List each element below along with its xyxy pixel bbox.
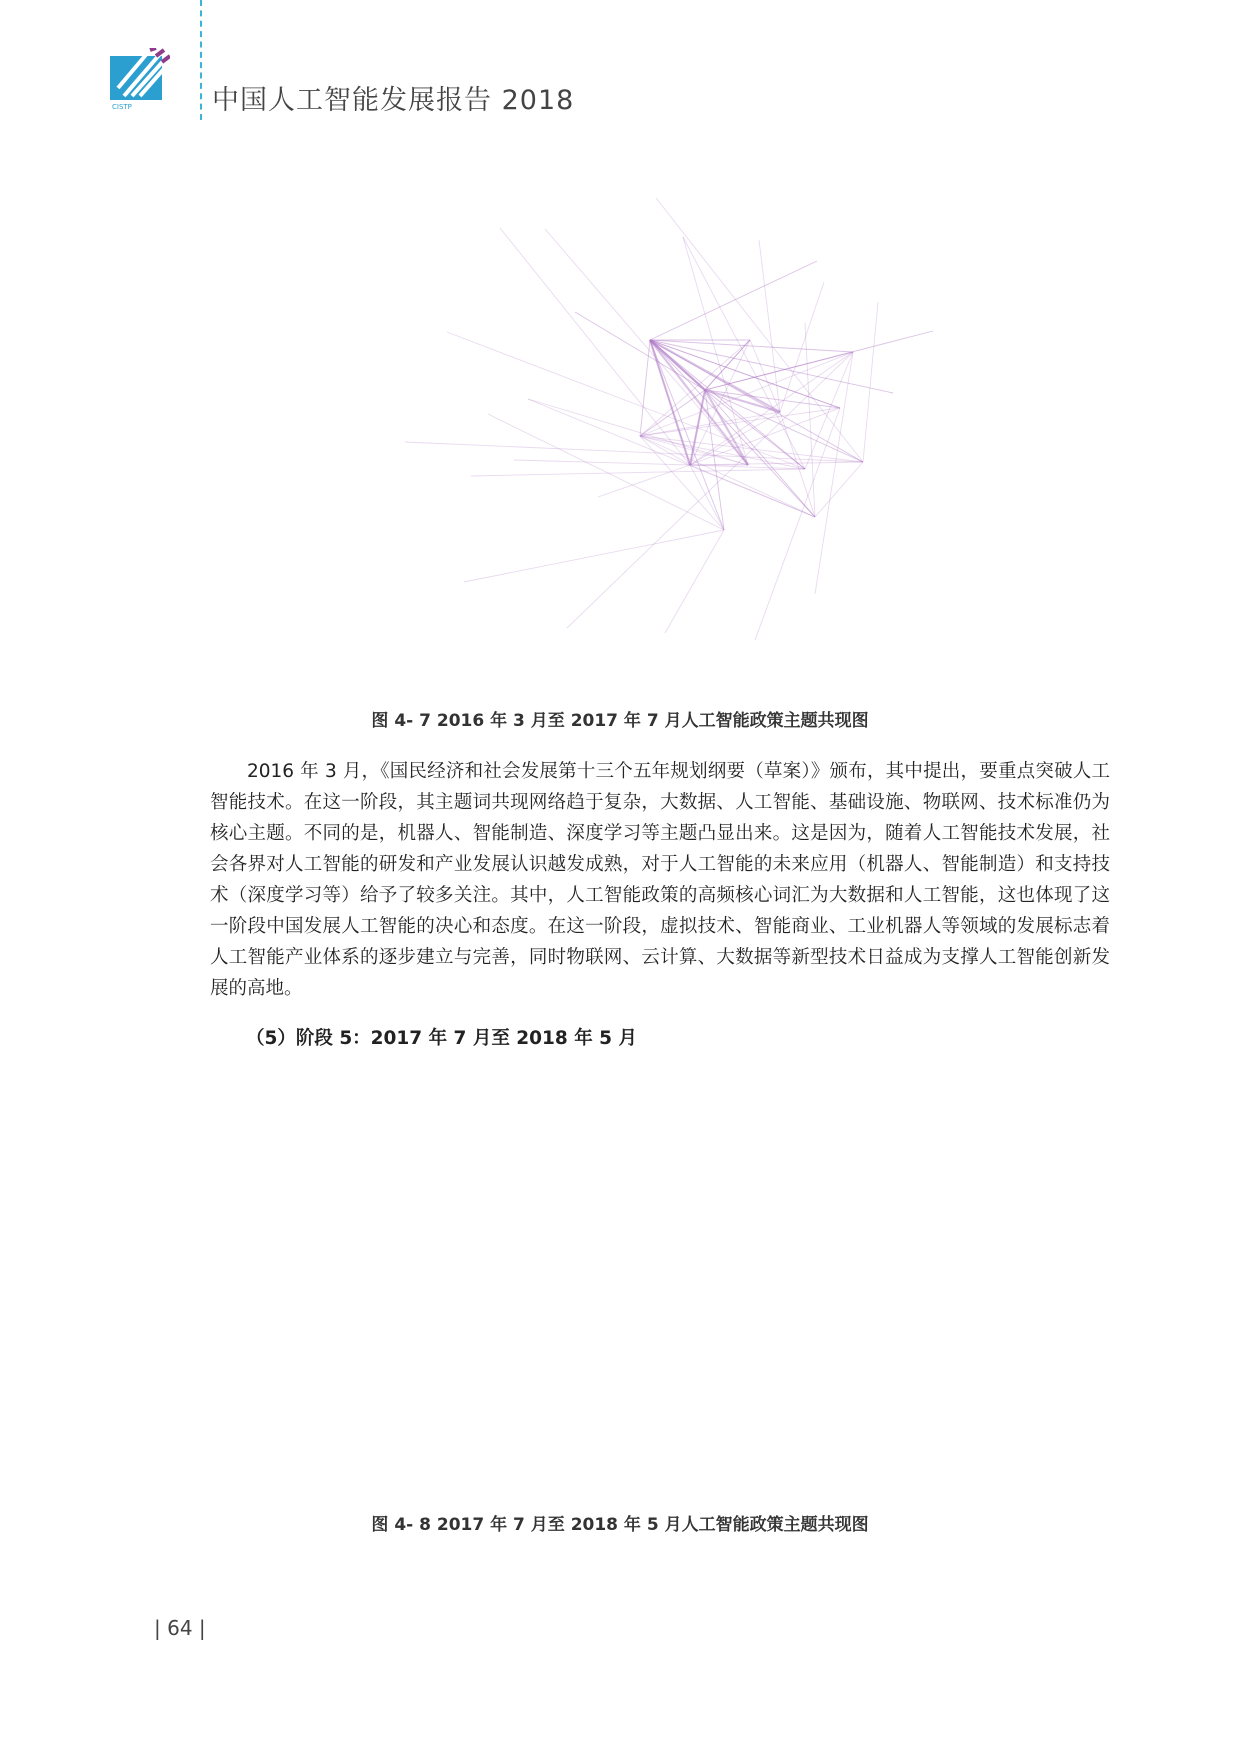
edge (863, 302, 878, 462)
page-number-value: 64 (167, 1616, 193, 1640)
page-number: | 64 | (154, 1616, 206, 1640)
edge (815, 462, 863, 517)
figure2-network (0, 1110, 1240, 1480)
edge (815, 352, 853, 594)
edge-group (405, 198, 933, 640)
edge (640, 436, 815, 517)
edge (650, 261, 817, 340)
edge (805, 352, 853, 469)
edge (650, 340, 853, 352)
edge (545, 229, 748, 465)
section-heading: （5）阶段 5：2017 年 7 月至 2018 年 5 月 (246, 1028, 637, 1049)
edge (464, 530, 724, 582)
edge (683, 237, 748, 465)
header-dashed-divider (200, 0, 202, 120)
logo-text: CISTP (112, 103, 132, 110)
edge (780, 282, 824, 412)
edge (656, 198, 863, 462)
header-title: 中国人工智能发展报告 2018 (212, 85, 575, 116)
edge (471, 469, 805, 476)
edge (780, 412, 815, 517)
figure1-network (0, 170, 1240, 690)
edge (665, 530, 724, 633)
edge (405, 442, 863, 462)
figure2-caption: 图 4- 8 2017 年 7 月至 2018 年 5 月人工智能政策主题共现图 (371, 1515, 869, 1535)
edge (805, 323, 815, 517)
edge (640, 352, 853, 436)
cistp-logo (110, 48, 170, 110)
figure1-caption: 图 4- 7 2016 年 3 月至 2017 年 7 月人工智能政策主题共现图 (371, 711, 869, 731)
edge (755, 408, 840, 640)
edge (705, 390, 724, 530)
edge (650, 340, 724, 530)
body-paragraph: 2016 年 3 月，《国民经济和社会发展第十三个五年规划纲要（草案）》颁布，其中提出，要重点突破人工智能技术。在这一阶段，其主题词共现网络趋于复杂，大数据、人工智能、基础设施、物联网、技术标准仍为核心主题。不同的是，机器人、智能制造、深度学习等主题凸显出来。这是因为，随着人工智能技术发展，社会各界对人工智能的研发和产业发展认识越发成熟，对于人工智能的未来应用（机器人、智能制造）和支持技术（深度学习等）给予了较多关注。其中，人工智能政策的高频核心词汇为大数据和人工智能，这也体现了这一阶段中国发展人工智能的决心和态度。在这一阶段，虚拟技术、智能商业、工业机器人等领域的发展标志着人工智能产业体系的逐步建立与完善，同时物联网、云计算、大数据等新型技术日益成为支撑人工智能创新发展的高地。 (210, 761, 1110, 999)
edge (650, 340, 863, 462)
edge (598, 465, 690, 497)
